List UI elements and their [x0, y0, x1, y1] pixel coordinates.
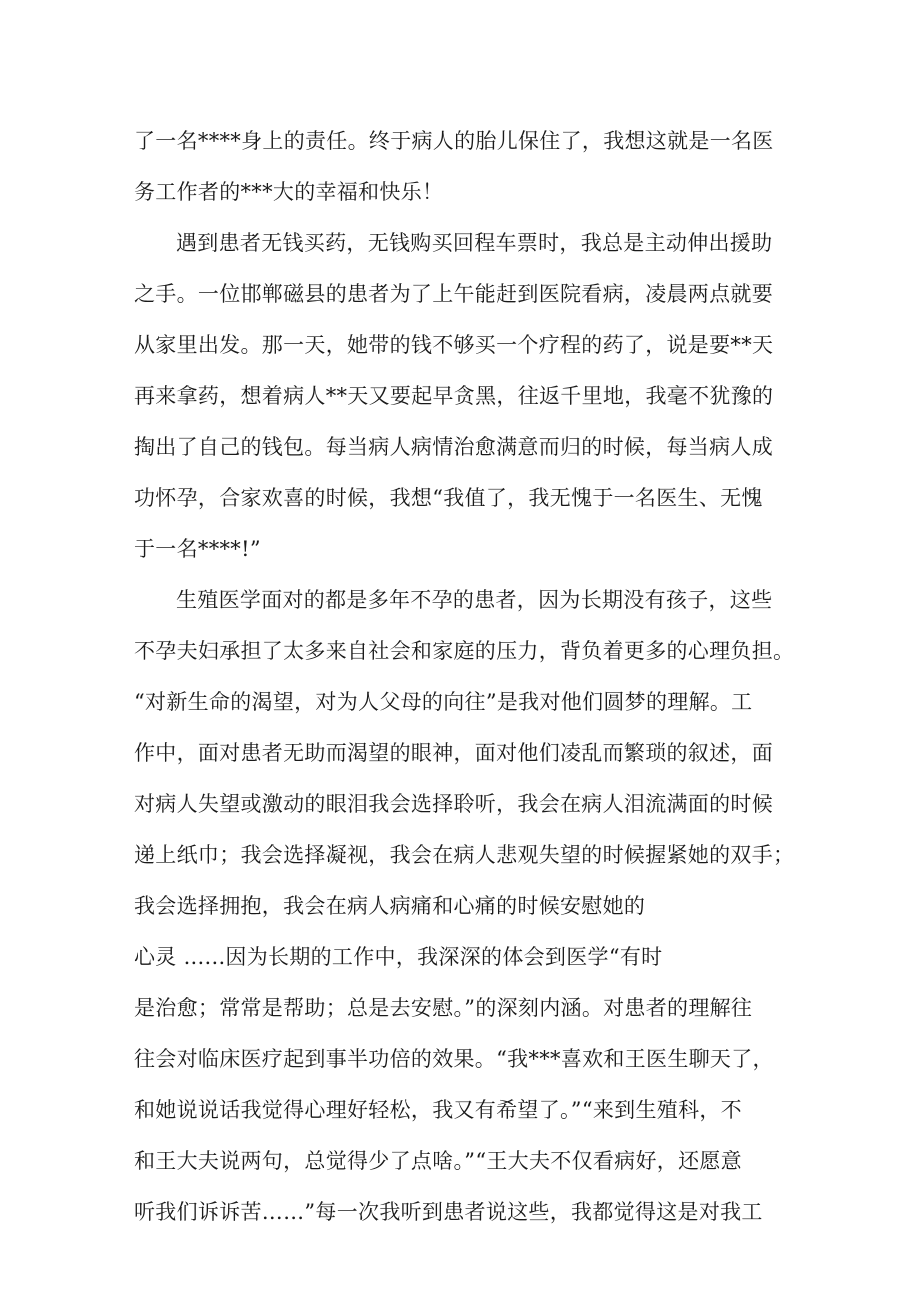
text-line: 听我们诉诉苦……”每一次我听到患者说这些，我都觉得这是对我工 — [134, 1200, 763, 1224]
text-line: 作中，面对患者无助而渴望的眼神，面对他们凌乱而繁琐的叙述，面 — [134, 741, 773, 765]
text-line: 对病人失望或激动的眼泪我会选择聆听，我会在病人泪流满面的时候 — [134, 792, 773, 816]
text-line: 和王大夫说两句，总觉得少了点啥。”“王大夫不仅看病好，还愿意 — [134, 1149, 742, 1173]
text-line: 掏出了自己的钱包。每当病人病情治愈满意而归的时候，每当病人成 — [134, 435, 773, 459]
text-line: 于一名****!” — [134, 537, 261, 561]
text-line: 再来拿药，想着病人**天又要起早贪黑，往返千里地，我毫不犹豫的 — [134, 384, 774, 408]
text-line: 之手。一位邯郸磁县的患者为了上午能赶到医院看病，凌晨两点就要 — [134, 282, 773, 306]
text-line: 和她说说话我觉得心理好轻松，我又有希望了。”“来到生殖科，不 — [134, 1098, 742, 1122]
text-line: 不孕夫妇承担了太多来自社会和家庭的压力，背负着更多的心理负担。 — [134, 639, 794, 663]
paragraph-start-line: 生殖医学面对的都是多年不孕的患者，因为长期没有孩子，这些 — [176, 588, 773, 612]
text-line: 功怀孕，合家欢喜的时候，我想“我值了，我无愧于一名医生、无愧 — [134, 486, 763, 510]
text-line: 从家里出发。那一天，她带的钱不够买一个疗程的药了，说是要**天 — [134, 333, 774, 357]
text-line: 递上纸巾；我会选择凝视，我会在病人悲观失望的时候握紧她的双手； — [134, 843, 794, 867]
paragraph-start-line: 遇到患者无钱买药，无钱购买回程车票时，我总是主动伸出援助 — [176, 231, 773, 255]
text-line: “对新生命的渴望，对为人父母的向往”是我对他们圆梦的理解。工 — [134, 690, 753, 714]
text-line: 心灵 ......因为长期的工作中，我深深的体会到医学“有时 — [134, 945, 663, 969]
text-line: 往会对临床医疗起到事半功倍的效果。“我***喜欢和王医生聊天了， — [134, 1047, 774, 1071]
text-line: 务工作者的***大的幸福和快乐！ — [134, 180, 444, 204]
text-line: 我会选择拥抱，我会在病人病痛和心痛的时候安慰她的 — [134, 894, 646, 918]
text-line: 是治愈；常常是帮助；总是去安慰。”的深刻内涵。对患者的理解往 — [134, 996, 753, 1020]
text-line: 了一名****身上的责任。终于病人的胎儿保住了，我想这就是一名医 — [134, 129, 774, 153]
